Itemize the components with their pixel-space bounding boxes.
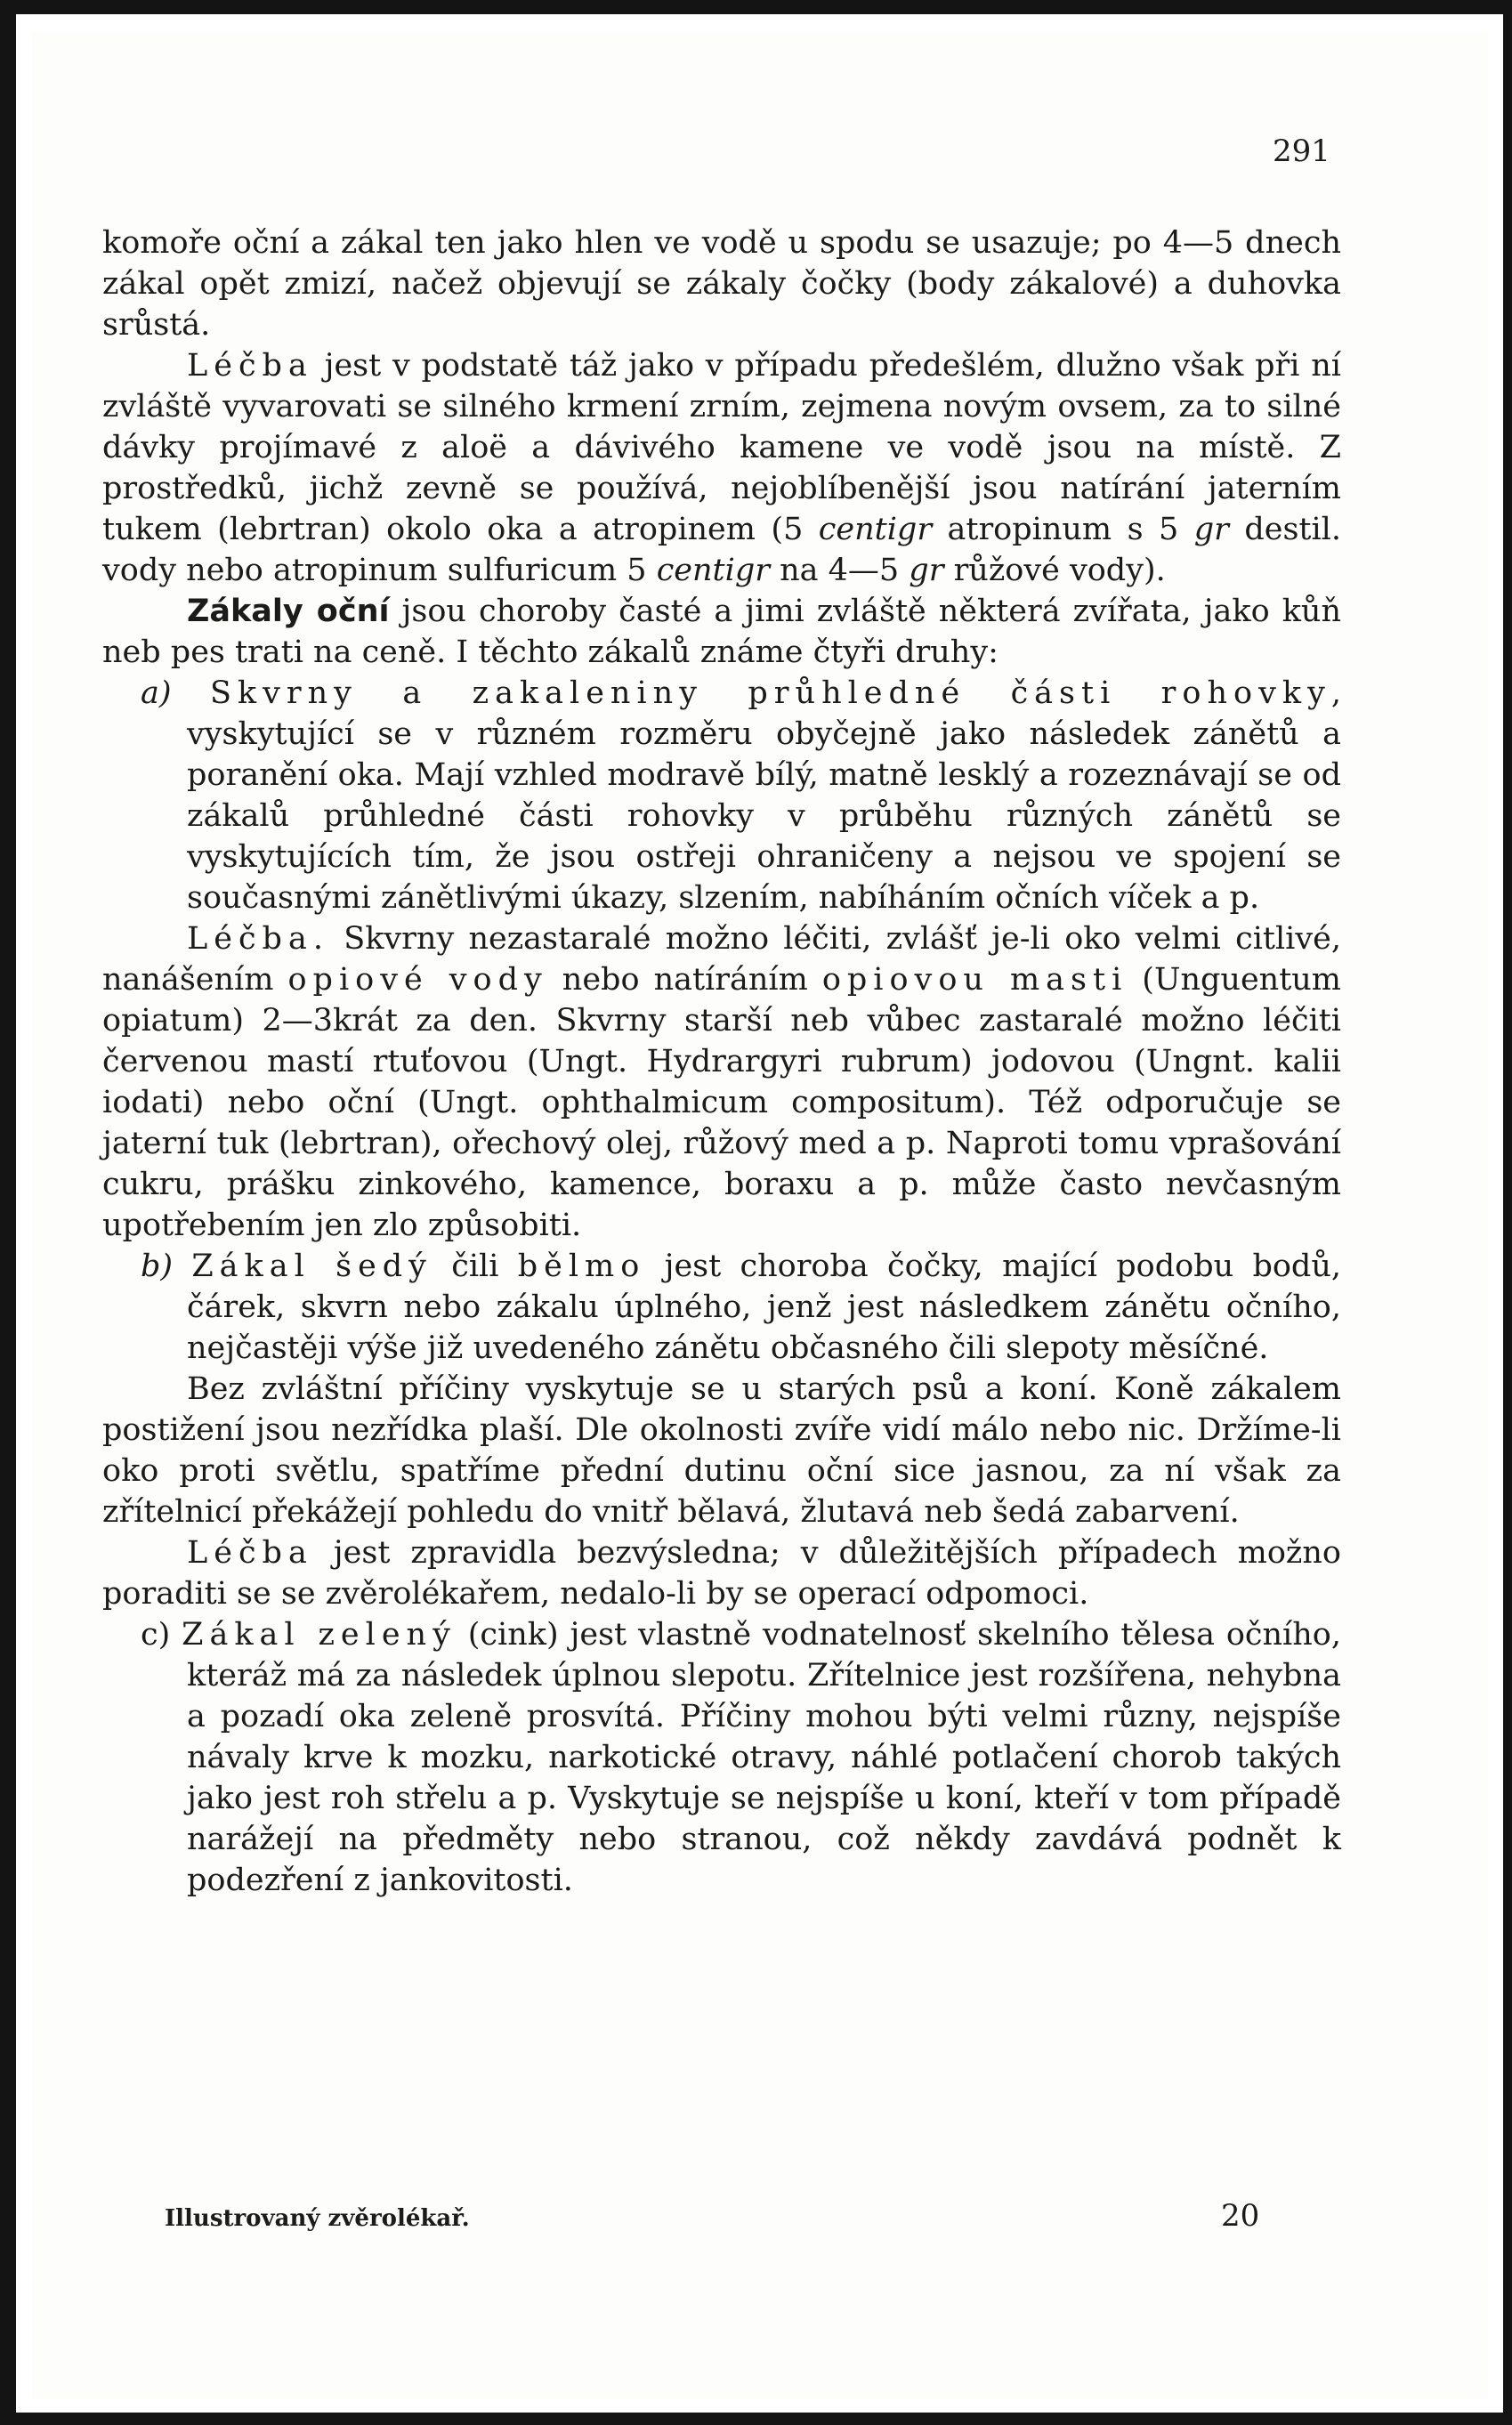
paragraph-eye-opacities <box>102 591 1341 673</box>
spaced-heading: Zákal šedý <box>191 1249 433 1284</box>
text-run: jest v podstatě táž jako v případu předešlém, dlužno však při ní zvláště vyvarovati se silného krmení zrním, zejmena novým ovsem, za to silné dávky projímavé z aloë a dávivého kamene ve vodě jsou na místě. Z prostředků, jichž zevně se používá, nejoblíbenější jsou natírání jaterním tukem (lebrtran) okolo oka a atropinem (5 <box>102 348 1341 547</box>
text-run: čili <box>432 1249 518 1284</box>
text-run: Bez zvláštní příčiny vyskytuje se u starých psů a koní. Koně zákalem postižení jsou nezřídka plaší. Dle okolnosti zvíře vidí málo nebo nic. Držíme-li oko proti světlu, spatříme přední dutinu oční sice jasnou, za ní však za zřítelnicí překážejí pohledu do vnitř bělavá, žlutavá neb šedá zabarvení. <box>102 1371 1341 1530</box>
unit-label: gr <box>909 553 944 588</box>
paragraph-treatment-3 <box>102 1532 1341 1614</box>
text-run: , vyskytující se v různém rozměru obyčejně jako následek zánětů a poranění oka. Mají vzhled modravě bílý, matně lesklý a rozeznávají se od zákalů průhledné části rohovky v průběhu různých zánětů se vyskytujících tím, že jsou ostřeji ohraničeny a nejsou ve spojení se současnými zánětlivými úkazy, slzením, nabíháním očních víček a p. <box>187 675 1341 916</box>
body-text <box>102 222 1341 1901</box>
paragraph-continuation <box>102 222 1341 345</box>
text-run: jsou choroby časté a jimi zvláště některá zvířata, jako kůň neb pes trati na ceně. I těchto zákalů známe čtyři druhy: <box>102 594 1341 670</box>
scan-border-bottom <box>0 2413 1512 2425</box>
text-run: na 4—5 <box>769 553 910 588</box>
unit-label: centigr <box>656 553 770 588</box>
text-run: jest zpravidla bezvýsledna; v důležitějších případech možno poraditi se se zvěrolékařem, nedalo-li by se operací odpomoci. <box>102 1535 1341 1612</box>
paragraph-treatment-1 <box>102 345 1341 591</box>
list-label: c) <box>141 1617 171 1653</box>
spaced-heading: Léčba <box>187 348 313 384</box>
paragraph-text: komoře oční a zákal ten jako hlen ve vodě u spodu se usazuje; po 4—5 dnech zákal opět zmizí, načež objevují se zákaly čočky (body zákalové) a duhovka srůstá. <box>102 225 1341 343</box>
spaced-term: opiovou masti <box>821 962 1128 998</box>
spaced-term: opiové vody <box>287 962 548 998</box>
list-label: b) <box>141 1249 174 1284</box>
signature-mark: 20 <box>1221 2198 1260 2234</box>
unit-label: gr <box>1193 512 1229 547</box>
spaced-heading: Léčba. <box>187 921 329 957</box>
scan-border-left <box>0 0 16 2425</box>
unit-label: centigr <box>818 512 933 547</box>
spaced-heading: Zákal zelený <box>182 1617 457 1653</box>
list-item-c <box>141 1614 1341 1901</box>
scan-border-top <box>0 0 1512 14</box>
text-run: růžové vody). <box>943 553 1166 588</box>
text-run: nebo natíráním <box>547 962 822 998</box>
section-heading: Zákaly oční <box>187 594 390 629</box>
spaced-heading: Skvrny a zakaleniny průhledné části rohovky <box>209 675 1331 711</box>
list-item-b <box>141 1246 1342 1369</box>
book-title-footer: Illustrovaný zvěrolékař. <box>165 2205 470 2232</box>
text-run: destil. vody nebo atropinum sulfuricum 5 <box>102 512 1341 588</box>
spaced-heading: Léčba <box>187 1535 313 1571</box>
spaced-heading: bělmo <box>517 1249 646 1284</box>
text-run: atropinum s 5 <box>932 512 1194 547</box>
text-run: (Unguentum opiatum) 2—3krát za den. Skvrny starší neb vůbec zastaralé možno léčiti červenou mastí rtuťovou (Ungt. Hydrargyri rubrum) jodovou (Ungnt. kalii iodati) nebo oční (Ungt. ophthalmicum compositum). Též odporučuje se jaterní tuk (lebrtran), ořechový olej, růžový med a p. Naproti tomu vprašování cukru, prášku zinkového, kamence, boraxu a p. může často nevčasným upotřebením jen zlo způsobiti. <box>102 962 1341 1243</box>
list-label: a) <box>141 675 172 711</box>
text-run: Skvrny nezastaralé možno léčiti, zvlášť je-li oko velmi citlivé, nanášením <box>102 921 1341 998</box>
paragraph-treatment-2 <box>102 918 1341 1246</box>
paragraph-cataract-cause <box>102 1369 1341 1532</box>
list-item-a <box>141 673 1341 918</box>
scan-border-right <box>1503 0 1512 2425</box>
text-run: (cink) jest vlastně vodnatelnosť skelního tělesa očního, kteráž má za následek úplnou slepotu. Zřítelnice jest rozšířena, nehybna a pozadí oka zeleně prosvítá. Příčiny mohou býti velmi různy, nejspíše návaly krve k mozku, narkotické otravy, náhlé potlačení chorob takých jako jest roh střelu a p. Vyskytuje se nejspíše u koní, kteří v tom případě narážejí na předměty nebo stranou, což někdy zavdává podnět k podezření z jankovitosti. <box>187 1617 1341 1898</box>
text-run: jest choroba čočky, mající podobu bodů, čárek, skvrn nebo zákalu úplného, jenž jest následkem zánětu očního, nejčastěji výše již uvedeného zánětu občasného čili slepoty měsíčné. <box>187 1249 1342 1366</box>
page-number: 291 <box>1273 133 1330 169</box>
